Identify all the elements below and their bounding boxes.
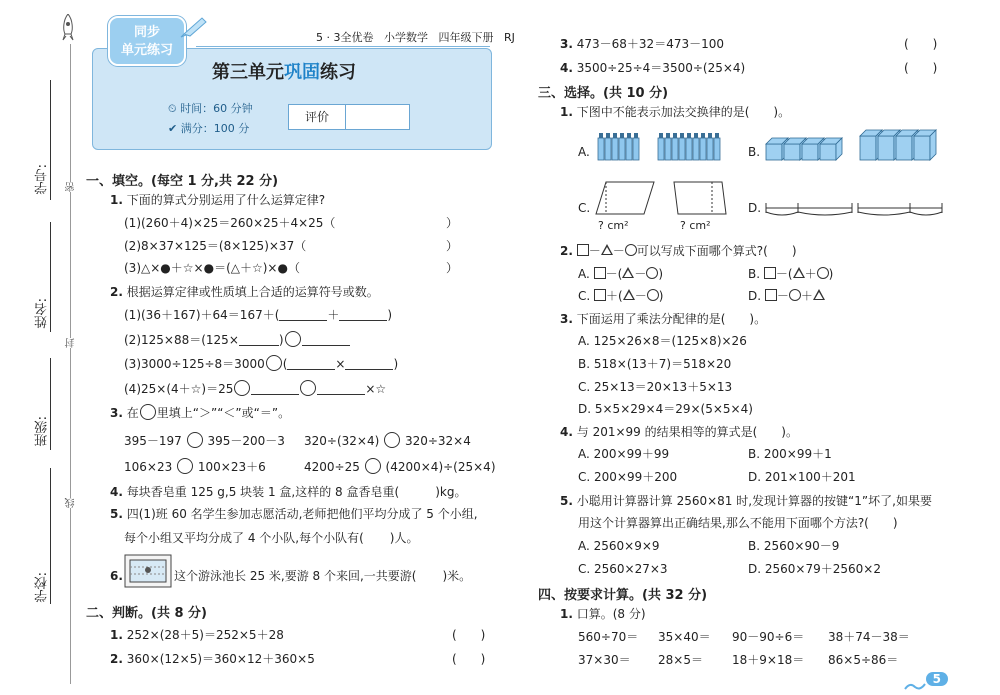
answer-circle[interactable] [234,380,250,396]
cubes-image [764,126,942,166]
square-icon [594,267,606,279]
pool-image [124,554,172,588]
s2-item-3: 3. 473－68＋32＝473－100 [560,37,725,51]
s1-q3-d: 4200÷25 (4200×4)÷(25×4) [304,460,496,474]
triangle-icon [622,267,634,278]
binding-line [70,44,71,684]
s3-q4-B[interactable]: B. 200×99＋1 [748,447,832,461]
triangle-icon [623,289,635,300]
blank[interactable] [416,570,442,582]
s3-q1-C-cm2: ? cm² [680,219,711,232]
answer-circle[interactable] [285,331,301,347]
unit-badge: 同步 单元练习 [108,16,186,66]
bottles-image [596,130,726,164]
rating-field[interactable] [346,105,409,129]
clock-icon: ⏲ [168,102,177,115]
square-icon [594,289,606,301]
blank[interactable] [317,382,365,395]
triangle-icon [813,289,825,300]
s3-q3-A[interactable]: A. 125×26×8＝(125×8)×26 [578,334,747,348]
answer-circle[interactable] [384,432,400,448]
s3-q2-A[interactable]: A. －( － ) [578,267,664,281]
circle-icon [647,289,659,301]
student-no-label: 学号: [35,164,50,195]
blank[interactable] [239,333,279,346]
s1-q1-a-close: ） [446,216,459,230]
square-icon [577,244,589,256]
s3-q2: 2. － － 可以写成下面哪个算式?( ) [560,244,797,258]
class-field[interactable] [50,358,51,450]
seal-char-1: 密 [66,182,77,192]
s1-q5-line2: 每个小组又平均分成了 4 个小队,每个小队有( )人。 [124,531,419,545]
s1-q3: 3. 在 里填上“＞”“＜”或“＝”。 [110,406,291,420]
seal-char-2: 封 [66,338,77,348]
section-3-title: 三、选择。(共 10 分) [538,86,669,101]
s3-q1-C[interactable]: C. [578,201,591,215]
blank[interactable] [287,357,335,370]
s1-q2: 2. 根据运算定律或性质填上合适的运算符号或数。 [110,285,379,299]
segments-image [764,194,944,218]
header-rule [196,46,490,47]
s1-q4: 4. 每块香皂重 125 g,5 块装 1 盒,这样的 8 盒香皂重( )kg。 [110,485,467,499]
blank[interactable] [302,333,350,346]
circle-icon [789,289,801,301]
s3-q5-A[interactable]: A. 2560×9×9 [578,539,660,553]
blank[interactable] [345,357,393,370]
s2-paren-4[interactable]: ( ) [904,61,938,75]
s3-q4-C[interactable]: C. 200×99＋200 [578,470,678,484]
s1-q2-b: (2)125×88＝(125× ) [124,331,350,348]
rocket-icon [60,14,76,42]
s1-q1-b-close: ） [446,239,459,253]
s1-q1-a: (1)(260＋4)×25＝260×25＋4×25（ [124,216,336,230]
s3-q5-B[interactable]: B. 2560×90－9 [748,539,840,553]
rating-label: 评价 [289,105,346,129]
time-info: ⏲ 时间：60 分钟 [168,102,253,115]
section-1-title: 一、填空。(每空 1 分,共 22 分) [86,174,279,189]
s3-q5-line2: 用这个计算器算出正确结果,那么不能用下面哪个方法?( ) [578,516,898,530]
header-book: 5 · 3全优卷 小学数学 四年级下册 RJ [316,31,515,44]
blank[interactable] [251,382,299,395]
s4-q1: 1. 口算。(8 分) [560,607,646,621]
s1-q3-b: 320÷(32×4) 320÷32×4 [304,434,471,448]
square-icon [764,267,776,279]
s1-q6-num: 6. [110,569,123,583]
class-label: 班级: [35,416,50,447]
section-4-title: 四、按要求计算。(共 32 分) [538,588,708,603]
school-label: 学校: [35,572,50,603]
student-no-field[interactable] [50,80,51,200]
square-icon [765,289,777,301]
triangle-icon [793,267,805,278]
s3-q5-D[interactable]: D. 2560×79＋2560×2 [748,562,881,576]
s2-item-2: 2. 360×(12×5)＝360×12＋360×5 [110,652,315,666]
oral-calc[interactable]: 28×5＝ [658,653,703,667]
s2-paren-2[interactable]: ( ) [452,652,486,666]
s1-q2-d: (4)25×(4＋☆)＝25 ×☆ [124,382,387,396]
s3-q3-B[interactable]: B. 518×(13＋7)＝518×20 [578,357,732,371]
s3-q3: 3. 下面运用了乘法分配律的是( )。 [560,312,767,326]
s3-q1-C-cm1: ? cm² [598,219,629,232]
s3-q1-D[interactable]: D. [748,201,762,215]
oral-calc[interactable]: 37×30＝ [578,653,631,667]
s3-q4-D[interactable]: D. 201×100＋201 [748,470,856,484]
answer-circle[interactable] [177,458,193,474]
s3-q1: 1. 下图中不能表示加法交换律的是( )。 [560,105,791,119]
s1-q3-c: 106×23 100×23＋6 [124,460,266,474]
s3-q4: 4. 与 201×99 的结果相等的算式是( )。 [560,425,798,439]
answer-circle[interactable] [266,355,282,371]
s3-q5-C[interactable]: C. 2560×27×3 [578,562,668,576]
circle-icon [817,267,829,279]
oral-calc[interactable]: 86×5÷86＝ [828,653,899,667]
s3-q2-C[interactable]: C. ＋( － ) [578,289,664,303]
answer-circle[interactable] [300,380,316,396]
parallelogram-image [594,180,728,218]
name-label: 姓名: [35,298,50,329]
s3-q5-line1: 5. 小聪用计算器计算 2560×81 时,发现计算器的按键“1”坏了,如果要 [560,494,932,508]
rating-box [288,104,410,130]
page-title: 第三单元巩固练习 [212,62,356,83]
circle-icon [140,404,156,420]
check-icon: ✔ [168,122,178,135]
s2-paren-3[interactable]: ( ) [904,37,938,51]
s1-q2-c: (3)3000÷125÷8＝3000 ( × ) [124,357,399,371]
s3-q2-D[interactable]: D. － ＋ [748,288,825,304]
oral-calc[interactable]: 90－90÷6＝ [732,630,805,644]
answer-circle[interactable] [187,432,203,448]
s3-q3-C[interactable]: C. 25×13＝20×13＋5×13 [578,380,733,394]
s2-paren-1[interactable]: ( ) [452,628,486,642]
s3-q1-A[interactable]: A. [578,145,590,159]
s1-q1-b: (2)8×37×125＝(8×125)×37（ [124,239,307,253]
s3-q2-B[interactable]: B. －( ＋ ) [748,267,834,281]
page-number: 5 [926,672,948,686]
blank[interactable] [399,486,435,498]
oral-calc[interactable]: 18＋9×18＝ [732,653,805,667]
s1-q3-a: 395－197 395－200－3 [124,434,285,448]
blank[interactable] [339,308,387,321]
s1-q6: 这个游泳池长 25 米,要游 8 个来回,一共要游( )米。 [174,569,472,583]
s1-q5-line1: 5. 四(1)班 60 名学生参加志愿活动,老师把他们平均分成了 5 个小组, [110,507,478,521]
answer-circle[interactable] [365,458,381,474]
s3-q3-D[interactable]: D. 5×5×29×4＝29×(5×5×4) [578,402,753,416]
circle-icon [625,244,637,256]
oral-calc[interactable]: 35×40＝ [658,630,711,644]
blank[interactable] [364,532,390,544]
triangle-icon [601,244,613,255]
seal-char-3: 线 [66,498,77,508]
s3-q1-B[interactable]: B. [748,145,761,159]
s1-q1-c-close: ） [446,261,459,275]
blank[interactable] [279,308,327,321]
s1-q1-c: (3)△×●＋☆×●＝(△＋☆)×●（ [124,261,300,275]
circle-icon [646,267,658,279]
rocket-badge-icon [180,14,210,38]
wave-icon [904,676,926,686]
oral-calc[interactable]: 38＋74－38＝ [828,630,910,644]
section-2-title: 二、判断。(共 8 分) [86,606,207,621]
s3-q4-A[interactable]: A. 200×99＋99 [578,447,670,461]
s2-item-4: 4. 3500÷25÷4＝3500÷(25×4) [560,61,746,75]
school-field[interactable] [50,468,51,604]
oral-calc[interactable]: 560÷70＝ [578,630,639,644]
name-field[interactable] [50,222,51,332]
score-info: ✔ 满分：100 分 [168,122,250,135]
s2-item-1: 1. 252×(28＋5)＝252×5＋28 [110,628,284,642]
s1-q2-a: (1)(36＋167)＋64＝167＋( ＋ ) [124,308,393,322]
s1-q1: 1. 下面的算式分别运用了什么运算定律? [110,193,326,207]
